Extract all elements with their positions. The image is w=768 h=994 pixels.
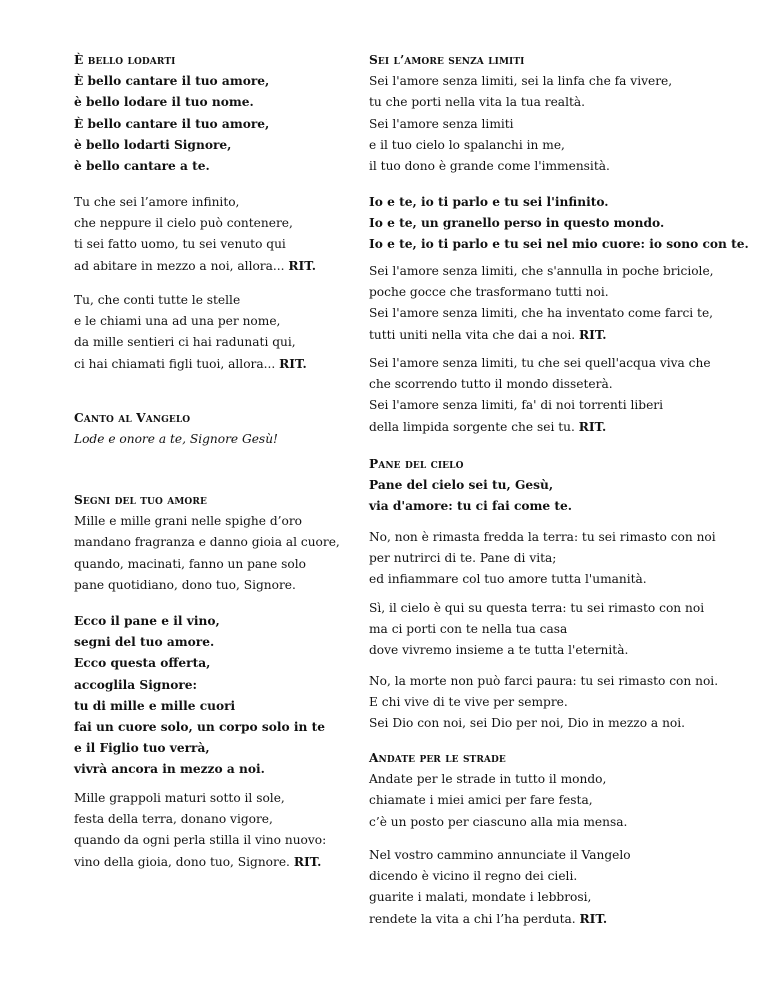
verse-line: dove vivremo insieme a te tutta l'eternità. xyxy=(369,643,629,658)
refrain xyxy=(74,611,354,781)
verse-line: Mille e mille grani nelle spighe d’oro xyxy=(74,514,303,529)
verse-line: ci hai chiamati figli tuoi, allora... RIT. xyxy=(74,356,307,371)
verse-line: guarite i malati, mondate i lebbrosi, xyxy=(369,890,592,905)
song-segni-del-tuo-amore xyxy=(74,490,354,596)
verse-line: rendete la vita a chi l’ha perduta. RIT. xyxy=(369,911,608,926)
refrain-line: e il Figlio tuo verrà, xyxy=(74,741,210,756)
verse-line: e il tuo cielo lo spalanchi in me, xyxy=(369,137,565,152)
verse-line: pane quotidiano, dono tuo, Signore. xyxy=(74,577,296,592)
verse-line: da mille sentieri ci hai radunati qui, xyxy=(74,335,296,350)
rit-marker: RIT. xyxy=(288,258,316,273)
verse-line: Sì, il cielo è qui su questa terra: tu sei rimasto con noi xyxy=(369,601,705,615)
verse-line: ti sei fatto uomo, tu sei venuto qui xyxy=(74,237,286,252)
verse-line: Andate per le strade in tutto il mondo, xyxy=(369,772,607,787)
refrain-line: è bello cantare a te. xyxy=(74,158,210,173)
verse-line: che neppure il cielo può contenere, xyxy=(74,216,293,231)
verse-line: ma ci porti con te nella tua casa xyxy=(369,622,568,637)
verse xyxy=(369,598,705,662)
refrain-line: È bello cantare il tuo amore, xyxy=(74,74,270,89)
verse-line: No, la morte non può farci paura: tu sei rimasto con noi. xyxy=(369,674,719,688)
verse-line: festa della terra, donano vigore, xyxy=(74,812,273,827)
verse-line: il tuo dono è grande come l'immensità. xyxy=(369,158,610,173)
verse xyxy=(369,261,714,346)
song-subtitle: Lode e onore a te, Signore Gesù! xyxy=(74,432,278,447)
refrain-line: È bello cantare il tuo amore, xyxy=(74,116,270,131)
refrain-line: Io e te, io ti parlo e tu sei l'infinito. xyxy=(369,195,609,209)
song-e-bello-lodarti xyxy=(74,50,354,177)
verse xyxy=(74,290,354,375)
verse-line: Sei l'amore senza limiti, fa' di noi torrenti liberi xyxy=(369,398,664,413)
verse-line: quando da ogni perla stilla il vino nuovo: xyxy=(74,833,327,848)
verse-line: quando, macinati, fanno un pane solo xyxy=(74,556,306,571)
refrain-line: è bello lodare il tuo nome. xyxy=(74,95,254,110)
verse-line: mandano fragranza e danno gioia al cuore, xyxy=(74,535,340,550)
refrain-line: Ecco il pane e il vino, xyxy=(74,614,220,628)
refrain xyxy=(369,192,749,256)
refrain-line: Io e te, un granello perso in questo mondo. xyxy=(369,216,665,231)
rit-marker: RIT. xyxy=(293,854,322,869)
rit-marker: RIT. xyxy=(578,327,607,342)
verse-line: Tu, che conti tutte le stelle xyxy=(74,293,241,307)
verse-line: della limpida sorgente che sei tu. RIT. xyxy=(369,419,607,434)
verse-line: ed infiammare col tuo amore tutta l'umanità. xyxy=(369,572,647,587)
refrain-line: segni del tuo amore. xyxy=(74,635,215,650)
refrain-line: Io e te, io ti parlo e tu sei nel mio cuore: io sono con te. xyxy=(369,237,749,252)
verse-line: c’è un posto per ciascuno alla mia mensa. xyxy=(369,814,628,829)
verse-line: tu che porti nella vita la tua realtà. xyxy=(369,95,586,110)
rit-marker: RIT. xyxy=(578,419,607,434)
verse-line: Mille grappoli maturi sotto il sole, xyxy=(74,791,285,805)
verse xyxy=(369,845,699,930)
verse-line: Nel vostro cammino annunciate il Vangelo xyxy=(369,848,631,862)
song-title: Andate per le strade xyxy=(369,751,506,765)
verse-line: chiamate i miei amici per fare festa, xyxy=(369,793,593,808)
verse-line: poche gocce che trasformano tutti noi. xyxy=(369,285,609,300)
verse-line: Sei Dio con noi, sei Dio per noi, Dio in mezzo a noi. xyxy=(369,716,686,731)
verse-line: Sei l'amore senza limiti, tu che sei quell'acqua viva che xyxy=(369,356,711,370)
song-title: Pane del cielo xyxy=(369,457,464,471)
verse xyxy=(369,671,719,735)
refrain-line: accoglila Signore: xyxy=(74,677,198,692)
refrain-line: vivrà ancora in mezzo a noi. xyxy=(74,762,265,777)
verse-line: Tu che sei l’amore infinito, xyxy=(74,195,240,209)
verse-line: vino della gioia, dono tuo, Signore. RIT. xyxy=(74,854,322,869)
rit-marker: RIT. xyxy=(579,911,608,926)
verse xyxy=(74,192,354,277)
verse xyxy=(369,353,711,438)
verse-line: Sei l'amore senza limiti, sei la linfa che fa vivere, xyxy=(369,74,673,89)
song-title: Canto al Vangelo xyxy=(74,411,191,425)
verse-line: tutti uniti nella vita che dai a noi. RIT. xyxy=(369,327,607,342)
refrain-line: fai un cuore solo, un corpo solo in te xyxy=(74,719,325,734)
verse-line: No, non è rimasta fredda la terra: tu sei rimasto con noi xyxy=(369,530,716,544)
refrain-line: Ecco questa offerta, xyxy=(74,656,211,671)
verse-line: e le chiami una ad una per nome, xyxy=(74,314,281,329)
song-pane-del-cielo xyxy=(369,454,699,518)
song-title: Sei l’amore senza limiti xyxy=(369,53,525,67)
song-title: Segni del tuo amore xyxy=(74,493,207,507)
song-sei-l-amore-senza-limiti xyxy=(369,50,699,177)
verse-line: Sei l'amore senza limiti, che ha inventato come farci te, xyxy=(369,306,714,321)
verse-line: per nutrirci di te. Pane di vita; xyxy=(369,551,557,566)
verse xyxy=(369,527,716,591)
refrain-line: via d'amore: tu ci fai come te. xyxy=(369,499,573,514)
refrain-line: tu di mille e mille cuori xyxy=(74,698,236,713)
verse-line: dicendo è vicino il regno dei cieli. xyxy=(369,869,578,884)
verse xyxy=(74,788,354,873)
song-title: È bello lodarti xyxy=(74,53,176,67)
verse-line: che scorrendo tutto il mondo disseterà. xyxy=(369,377,613,392)
verse-line: E chi vive di te vive per sempre. xyxy=(369,695,568,710)
rit-marker: RIT. xyxy=(279,356,307,371)
verse-line: Sei l'amore senza limiti xyxy=(369,116,514,131)
verse-line: ad abitare in mezzo a noi, allora... RIT. xyxy=(74,258,316,273)
refrain-line: è bello lodarti Signore, xyxy=(74,137,232,152)
refrain-line: Pane del cielo sei tu, Gesù, xyxy=(369,478,554,493)
verse-line: Sei l'amore senza limiti, che s'annulla in poche briciole, xyxy=(369,264,714,278)
song-canto-al-vangelo xyxy=(74,408,354,450)
song-andate-per-le-strade xyxy=(369,748,699,833)
